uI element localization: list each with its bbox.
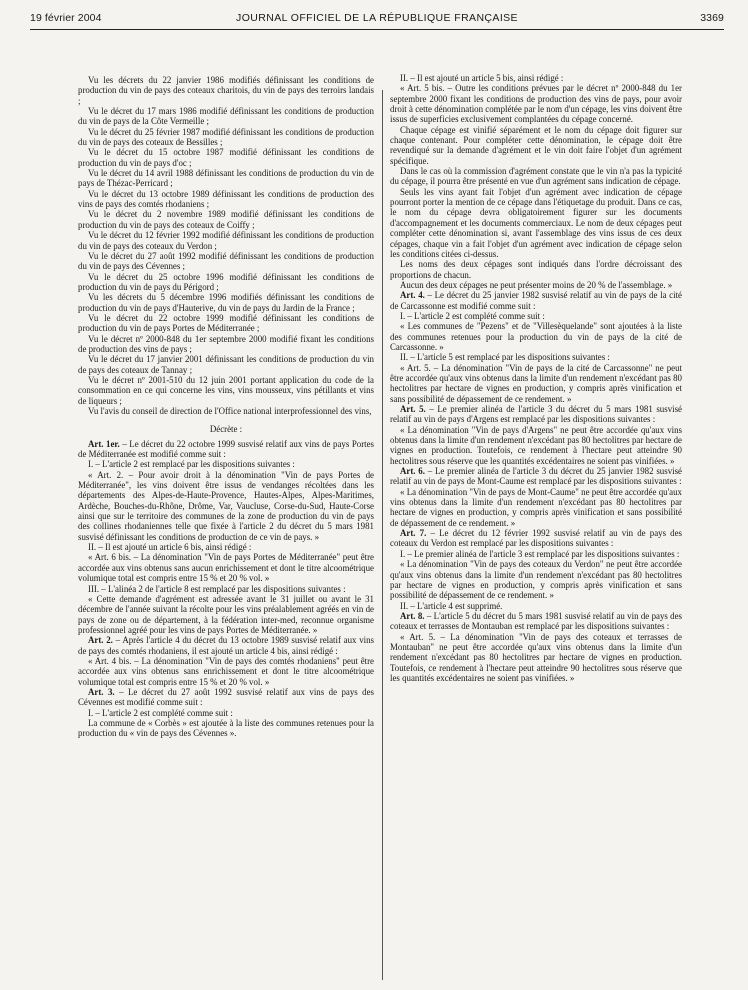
visa-paragraph: Vu les décrets du 22 janvier 1986 modifiés définissant les conditions de production du vin de pays des coteaux charitois, du vin de pays des terroirs landais ;: [78, 75, 374, 106]
article-label: Art. 8.: [400, 610, 425, 621]
article-label: Art. 6.: [400, 466, 425, 477]
article-5bis-p5: Les noms des deux cépages sont indiqués dans l'ordre décroissant des proportions de chacun.: [390, 259, 682, 280]
visa-paragraph: Vu les décrets du 5 décembre 1996 modifiés définissant les conditions de production du vin de pays d'Hauterive, du vin de pays du Jardin de la France ;: [78, 292, 374, 313]
journal-title: JOURNAL OFFICIEL DE LA RÉPUBLIQUE FRANÇAISE: [236, 12, 518, 24]
article-7-i: I. – Le premier alinéa de l'article 3 est remplacé par les dispositions suivantes :: [400, 548, 680, 559]
article-text: – Le premier alinéa de l'article 3 du décret du 5 mars 1981 susvisé relatif au vin de pays d'Argens est remplacé par les dispositions suivantes :: [390, 404, 682, 425]
article-5bis-p3: Dans le cas où la commission d'agrément constate que le vin n'a pas la typicité du cépage, il pourra être présenté en vue d'un agrément sans indication de cépage.: [390, 166, 682, 187]
page-header: [30, 12, 724, 26]
visa-paragraph: Vu le décret du 14 avril 1988 définissant les conditions de production du vin de pays de Thézac-Perricard ;: [78, 168, 374, 189]
article-6-quote: « La dénomination "Vin de pays de Mont-Caume" ne peut être accordée qu'aux vins obtenus dans la limite d'un rendement n'excédant pas 80 hectolitres par hectare de vignes en production, y compris après vinification et sans possibilité de dépassement de ce rendement. »: [390, 486, 682, 528]
article-8-quote: « Art. 5. – La dénomination "Vin de pays des coteaux et terrasses de Montauban" ne peut être accordée qu'aux vins obtenus dans la limite d'un rendement n'excédant pas 80 hectolitres par hectare de vignes en production. Toutefois, ce rendement à l'hectare peut atteindre 90 hectolitres sous réserve que les quantités excédentaires ne soient pas vinifiées. »: [390, 631, 682, 683]
visa-paragraph: Vu le décret du 27 août 1992 modifié définissant les conditions de production du vin de pays des Cévennes ;: [78, 250, 374, 272]
article-2: [78, 635, 374, 656]
article-1-quote-1: « Art. 2. – Pour avoir droit à la dénomination "Vin de pays Portes de Méditerranée", les vins doivent être issus de vendanges récoltées dans les départements des Alpes-de-Haute-Provence, Hautes-Alpes, Alpes-Maritimes, Ardèche, Bouches-du-Rhône, Drôme, Var, Vaucluse, Corse-du-Sud, Haute-Corse ainsi que sur le territoire des communes de la zone de production du vin de pays des collines rhodaniennes telle que fixée à l'article 2 du décret du 5 mars 1981 susvisé définissant les conditions de production de ce vin de pays. »: [78, 469, 374, 542]
right-column: [390, 73, 682, 683]
article-5: [390, 404, 682, 425]
article-6: [390, 466, 682, 487]
article-label: Art. 7.: [400, 528, 427, 539]
article-5bis-p2: Chaque cépage est vinifié séparément et le nom du cépage doit figurer sur chaque contenant. Pour compléter cette dénomination, le cépage doit être revendiqué sur la demande d'agrément et le vin doit faire l'objet d'un agrément spécifique.: [390, 124, 682, 166]
article-4-ii: II. – L'article 5 est remplacé par les dispositions suivantes :: [400, 352, 610, 363]
visa-paragraph: Vu l'avis du conseil de direction de l'Office national interprofessionnel des vins,: [88, 406, 372, 416]
visa-paragraph: Vu le décret du 17 mars 1986 modifié définissant les conditions de production du vin de pays de la Côte Vermeille ;: [78, 106, 374, 127]
article-text: – Après l'article 4 du décret du 13 octobre 1989 susvisé relatif aux vins de pays des comtés rhodaniens, il est ajouté un article 4 bis, ainsi rédigé :: [78, 635, 374, 656]
article-7-quote: « La dénomination "Vin de pays des coteaux du Verdon" ne peut être accordée qu'aux vins obtenus dans la limite d'un rendement n'excédant pas 80 hectolitres par hectare de vignes en production, y compris après vinification et sans possibilité de dépassement de ce rendement. »: [390, 559, 682, 601]
article-1-quote-3: « Cette demande d'agrément est adressée avant le 31 juillet ou avant le 31 décembre de l'année suivant la récolte pour les vins préalablement agréés en vin de pays de zone ou de département, à la fédération inter-med, reconnue organisme professionnel agréé pour les vins de pays Portes de Méditerranée. »: [78, 593, 374, 635]
article-1-quote-2: « Art. 6 bis. – La dénomination "Vin de pays Portes de Méditerranée" peut être accordée aux vins obtenus sans aucun enrichissement et dont le titre alcoométrique volumique total est compris entre 15 % et 20 % vol. »: [78, 552, 374, 584]
visa-paragraph: Vu le décret du 25 octobre 1996 modifié définissant les conditions de production du vin de pays du Périgord ;: [78, 271, 374, 292]
article-1-iii: III. – L'alinéa 2 de l'article 8 est remplacé par les dispositions suivantes :: [88, 583, 346, 594]
article-5bis-p1: « Art. 5 bis. – Outre les conditions prévues par le décret nº 2000-848 du 1er septembre 2000 fixant les conditions de production des vins de pays, pour avoir droit à cette dénomination complétée par le nom d'un cépage, les vins doivent être issus de superficies exclusivement complantées du cépage concerné.: [390, 83, 682, 125]
visa-paragraph: Vu le décret du 2 novembre 1989 modifié définissant les conditions de production du vin de pays des coteaux de Coiffy ;: [78, 209, 374, 230]
article-text: – Le décret du 22 octobre 1999 susvisé relatif aux vins de pays Portes de Méditerranée est modifié comme suit :: [78, 438, 375, 460]
article-text: – Le premier alinéa de l'article 3 du décret du 25 janvier 1982 susvisé relatif au vin de pays de Mont-Caume est remplacé par les dispositions suivantes :: [390, 466, 682, 487]
page-number: 3369: [700, 12, 724, 24]
visa-paragraph: Vu le décret du 22 octobre 1999 modifié définissant les conditions de production du vin de pays Portes de Méditerranée ;: [78, 312, 374, 334]
article-label: Art. 4.: [400, 290, 425, 301]
article-label: Art. 2.: [88, 635, 113, 646]
visa-paragraph: Vu le décret du 17 janvier 2001 définissant les conditions de production du vin de pays des coteaux de Tannay ;: [78, 354, 374, 375]
column-separator: [382, 90, 383, 980]
article-text: – Le décret du 27 août 1992 susvisé relatif aux vins de pays des Cévennes est modifié comme suit :: [78, 686, 374, 708]
article-7: [390, 528, 682, 549]
left-column: [78, 75, 374, 739]
article-5bis-p4: Seuls les vins ayant fait l'objet d'un agrément avec indication de cépage pourront porter la mention de ce cépage dans l'étiquetage du produit. Dans ce cas, le nom du cépage devra obligatoirement figurer sur les documents d'accompagnement et les documents commerciaux. Le nom de deux cépages peut compléter cette dénomination si, avant l'assemblage des vins issus de ces deux cépages, chaque vin a fait l'objet d'un agrément avec indication de cépage selon les conditions citées ci-dessus.: [390, 186, 682, 259]
article-4-quote-2: « Art. 5. – La dénomination "Vin de pays de la cité de Carcassonne" ne peut être accordée qu'aux vins obtenus dans la limite d'un rendement n'excédant pas 80 hectolitres par hectare de vignes en production, y compris après vinification et sans possibilité de dépassement de ce rendement. »: [390, 362, 682, 404]
article-1-ii: II. – Il est ajouté un article 6 bis, ainsi rédigé :: [88, 542, 252, 553]
article-5-quote: « La dénomination "Vin de pays d'Argens" ne peut être accordée qu'aux vins obtenus dans la limite d'un rendement n'excédant pas 80 hectolitres par hectare de vignes en production. Toutefois, ce rendement à l'hectare peut atteindre 90 hectolitres sous réserve que les quantités excédentaires ne soient pas vinifiées. »: [390, 424, 682, 466]
publication-date: 19 février 2004: [30, 12, 102, 24]
article-text: – Le décret du 25 janvier 1982 susvisé relatif au vin de pays de la cité de Carcassonne est modifié comme suit :: [390, 290, 682, 311]
article-3-i: I. – L'article 2 est complété comme suit :: [88, 707, 233, 718]
article-7-ii: II. – L'article 4 est supprimé.: [400, 600, 503, 611]
article-1-i: I. – L'article 2 est remplacé par les dispositions suivantes :: [88, 459, 295, 470]
article-3: [78, 687, 374, 708]
visa-paragraph: Vu le décret nº 2000-848 du 1er septembre 2000 modifié fixant les conditions de production des vins de pays ;: [78, 333, 374, 354]
visa-paragraph: Vu le décret nº 2001-510 du 12 juin 2001 portant application du code de la consommation en ce qui concerne les vins, vins mousseux, vins pétillants et vins de liqueurs ;: [78, 374, 374, 406]
article-text: – L'article 5 du décret du 5 mars 1981 susvisé relatif au vin de pays des coteaux et terrasses de Montauban est remplacé par les dispositions suivantes :: [390, 610, 683, 632]
article-8: [390, 611, 682, 632]
article-4-i: I. – L'article 2 est complété comme suit :: [400, 310, 545, 321]
article-5bis-p6: Aucun des deux cépages ne peut présenter moins de 20 % de l'assemblage. »: [400, 279, 673, 290]
article-text: – Le décret du 12 février 1992 susvisé relatif au vin de pays des coteaux du Verdon est remplacé par les dispositions suivantes :: [390, 528, 682, 549]
article-1: [78, 439, 374, 460]
visa-paragraph: Vu le décret du 13 octobre 1989 définissant les conditions de production des vins de pays des comtés rhodaniens ;: [78, 188, 374, 210]
visa-paragraph: Vu le décret du 15 octobre 1987 modifié définissant les conditions de production du vin de pays d'oc ;: [78, 147, 374, 168]
article-3-quote: La commune de « Corbès » est ajoutée à la liste des communes retenues pour la production du « vin de pays des Cévennes ».: [78, 717, 374, 739]
visa-paragraph: Vu le décret du 25 février 1987 modifié définissant les conditions de production du vin de pays des coteaux de Bessilles ;: [78, 126, 374, 148]
article-2-quote: « Art. 4 bis. – La dénomination "Vin de pays des comtés rhodaniens" peut être accordée aux vins obtenus sans enrichissement et dont le titre alcoométrique volumique total est compris entre 15 % et 20 % vol. »: [78, 655, 374, 687]
article-3-ii: II. – Il est ajouté un article 5 bis, ainsi rédigé :: [400, 73, 564, 83]
article-label: Art. 5.: [400, 404, 426, 414]
decrete-heading: Décrète :: [209, 424, 243, 435]
article-4: [390, 290, 682, 311]
article-label: Art. 3.: [88, 686, 115, 697]
article-4-quote-1: « Les communes de "Pezens" et de "Villesèquelande" sont ajoutées à la liste des communes retenues pour la production du vin de pays de la cité de Carcassonne. »: [390, 321, 682, 352]
visa-paragraph: Vu le décret du 12 février 1992 modifié définissant les conditions de production du vin de pays des coteaux du Verdon ;: [78, 230, 374, 251]
header-rule: [30, 29, 724, 30]
article-label: Art. 1er.: [88, 438, 120, 449]
